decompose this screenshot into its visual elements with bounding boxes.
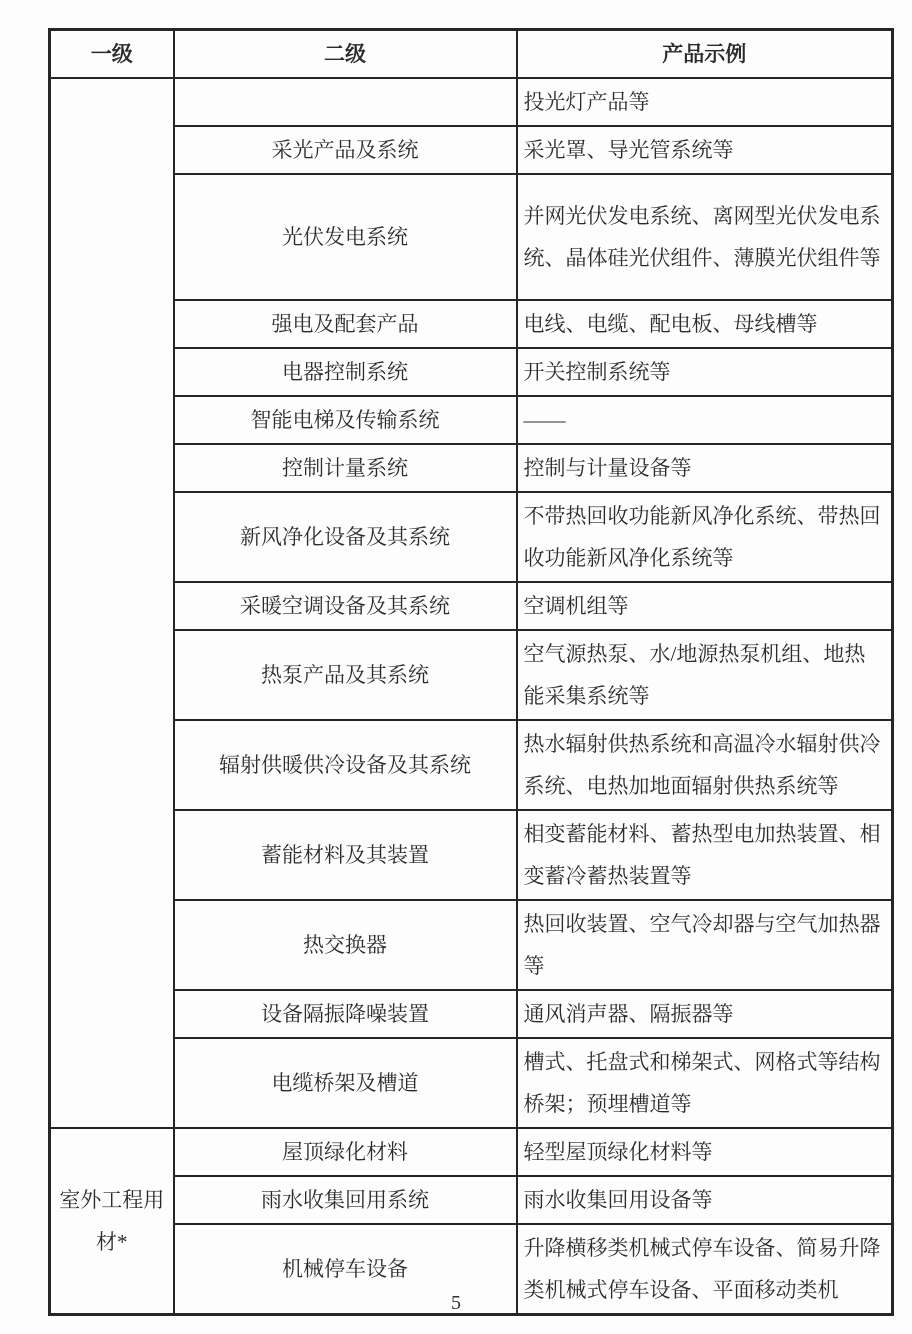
examples-cell: 空调机组等 xyxy=(517,582,893,630)
table-row xyxy=(50,78,893,126)
level2-cell: 屋顶绿化材料 xyxy=(174,1128,517,1176)
product-category-table xyxy=(48,28,894,1316)
examples-cell: 电线、电缆、配电板、母线槽等 xyxy=(517,300,893,348)
examples-cell: 轻型屋顶绿化材料等 xyxy=(517,1128,893,1176)
examples-cell: 开关控制系统等 xyxy=(517,348,893,396)
examples-cell: 不带热回收功能新风净化系统、带热回收功能新风净化系统等 xyxy=(517,492,893,582)
examples-cell: 热水辐射供热系统和高温冷水辐射供冷系统、电热加地面辐射供热系统等 xyxy=(517,720,893,810)
level2-cell: 采暖空调设备及其系统 xyxy=(174,582,517,630)
header-level2: 二级 xyxy=(174,30,517,79)
table-row xyxy=(50,1176,893,1224)
table-row xyxy=(50,300,893,348)
table-row xyxy=(50,900,893,990)
header-examples: 产品示例 xyxy=(517,30,893,79)
level2-cell: 辐射供暖供冷设备及其系统 xyxy=(174,720,517,810)
level2-cell: 雨水收集回用系统 xyxy=(174,1176,517,1224)
level2-cell xyxy=(174,78,517,126)
examples-cell: 热回收装置、空气冷却器与空气加热器等 xyxy=(517,900,893,990)
level2-cell: 电缆桥架及槽道 xyxy=(174,1038,517,1128)
table-row xyxy=(50,348,893,396)
examples-cell: 升降横移类机械式停车设备、简易升降类机械式停车设备、平面移动类机 xyxy=(517,1224,893,1315)
level2-cell: 设备隔振降噪装置 xyxy=(174,990,517,1038)
examples-cell: 槽式、托盘式和梯架式、网格式等结构桥架；预埋槽道等 xyxy=(517,1038,893,1128)
examples-cell: 并网光伏发电系统、离网型光伏发电系统、晶体硅光伏组件、薄膜光伏组件等 xyxy=(517,174,893,300)
table-row xyxy=(50,492,893,582)
table-row xyxy=(50,174,893,300)
level2-cell: 热泵产品及其系统 xyxy=(174,630,517,720)
table-row xyxy=(50,1038,893,1128)
table-row xyxy=(50,582,893,630)
page-number: 5 xyxy=(451,1292,461,1314)
level1-cell-group-1 xyxy=(50,78,174,1128)
level2-cell: 智能电梯及传输系统 xyxy=(174,396,517,444)
table-row xyxy=(50,1128,893,1176)
level1-cell-group-2: 室外工程用材* xyxy=(50,1128,174,1315)
examples-cell: —— xyxy=(517,396,893,444)
header-level1: 一级 xyxy=(50,30,174,79)
table-row xyxy=(50,990,893,1038)
table-row xyxy=(50,444,893,492)
level2-cell: 光伏发电系统 xyxy=(174,174,517,300)
examples-cell: 投光灯产品等 xyxy=(517,78,893,126)
examples-cell: 相变蓄能材料、蓄热型电加热装置、相变蓄冷蓄热装置等 xyxy=(517,810,893,900)
level2-cell: 控制计量系统 xyxy=(174,444,517,492)
table-row xyxy=(50,396,893,444)
level2-cell: 新风净化设备及其系统 xyxy=(174,492,517,582)
level2-cell: 采光产品及系统 xyxy=(174,126,517,174)
table-row xyxy=(50,720,893,810)
table-row xyxy=(50,126,893,174)
examples-cell: 空气源热泵、水/地源热泵机组、地热能采集系统等 xyxy=(517,630,893,720)
examples-cell: 通风消声器、隔振器等 xyxy=(517,990,893,1038)
table-row xyxy=(50,630,893,720)
table-row xyxy=(50,810,893,900)
level2-cell: 蓄能材料及其装置 xyxy=(174,810,517,900)
examples-cell: 采光罩、导光管系统等 xyxy=(517,126,893,174)
level2-cell: 强电及配套产品 xyxy=(174,300,517,348)
level2-cell: 电器控制系统 xyxy=(174,348,517,396)
table-header-row xyxy=(50,30,893,79)
examples-cell: 雨水收集回用设备等 xyxy=(517,1176,893,1224)
level2-cell: 机械停车设备 xyxy=(174,1224,517,1315)
level2-cell: 热交换器 xyxy=(174,900,517,990)
examples-cell: 控制与计量设备等 xyxy=(517,444,893,492)
